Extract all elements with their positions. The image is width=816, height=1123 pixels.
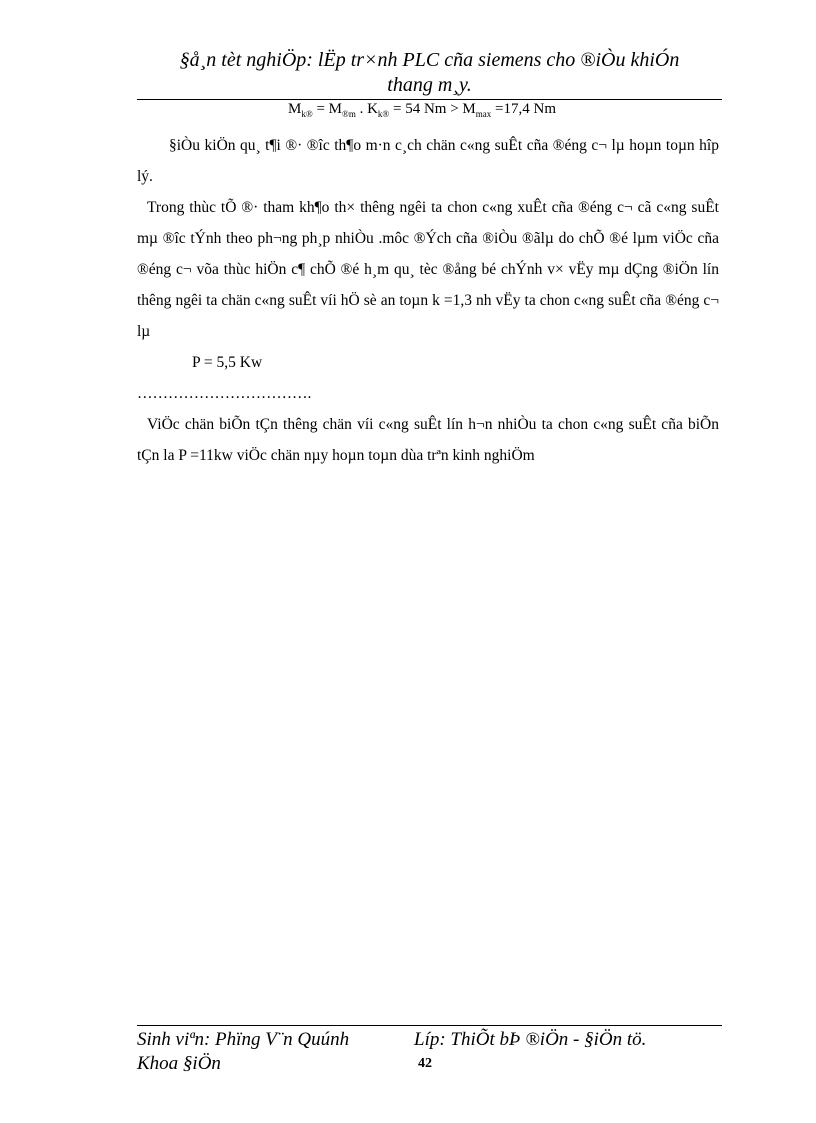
paragraph-inverter: ViÖc chän biÕn tÇn thêng chän víi c«ng suÊt lín h¬n nhiÒu ta chon c«ng suÊt cña biÕn tÇn la P =11kw viÖc chän nµy hoµn toµn dùa trªn kinh nghiÖm xyxy=(137,416,719,464)
footer-faculty: Khoa §iÖn xyxy=(137,1053,221,1074)
formula-lhs-subscript: k® xyxy=(301,109,313,119)
formula-max-subscript: max xyxy=(475,109,492,119)
formula-lhs: M xyxy=(288,101,302,117)
footer-class: Líp: ThiÕt bÞ ®iÖn - §iÖn tö. xyxy=(414,1029,647,1050)
body-text xyxy=(137,130,719,471)
footer-divider xyxy=(137,1025,722,1026)
page-number: 42 xyxy=(418,1056,432,1071)
formula-k: . K xyxy=(355,101,378,117)
page-header-title xyxy=(137,48,722,98)
footer-student: Sinh viªn: Phïng V¨n Quúnh xyxy=(137,1029,350,1050)
paragraph-overload-condition: §iÒu kiÖn qu¸ t¶i ®· ®îc th¶o m·n c¸ch chän c«ng suÊt cña ®éng c¬ lµ hoµn toµn hîp lý. xyxy=(137,137,719,185)
power-value: P = 5,5 Kw xyxy=(192,354,263,371)
paragraph-motor-power: Trong thùc tÕ ®· tham kh¶o th× thêng ngêi ta chon c«ng xuÊt cña ®éng c¬ cã c«ng suÊt mµ ®îc tÝnh theo ph¬ng ph¸p nhiÒu .môc ®Ých cña ®iÒu ®ãlµ do chÕ ®é lµm viÖc cña ®éng c¬ võa thùc hiÖn c¶ chÕ ®é h¸m qu¸ tèc ®ång bé chÝnh v× vËy mµ dÇng ®iÖn lín thêng ngêi ta chän c«ng suÊt víi hÖ sè an toµn k =1,3 nh vËy ta chon c«ng suÊt cña ®éng c¬ lµ xyxy=(137,199,719,340)
header-title-line-2: thang m¸y. xyxy=(387,74,472,96)
header-divider xyxy=(137,99,722,100)
formula-k-subscript: k® xyxy=(377,109,390,119)
formula-max-value: =17,4 Nm xyxy=(491,101,556,117)
formula-equals: = M xyxy=(312,101,342,117)
torque-formula xyxy=(288,101,556,119)
dotted-separator: ……………………………. xyxy=(137,385,312,402)
formula-m-subscript: ®m xyxy=(341,109,356,119)
header-title-line-1: §å¸n tèt nghiÖp: lËp tr×nh PLC cña siemens cho ®iÒu khiÓn xyxy=(179,49,680,71)
formula-value: = 54 Nm > M xyxy=(389,101,476,117)
